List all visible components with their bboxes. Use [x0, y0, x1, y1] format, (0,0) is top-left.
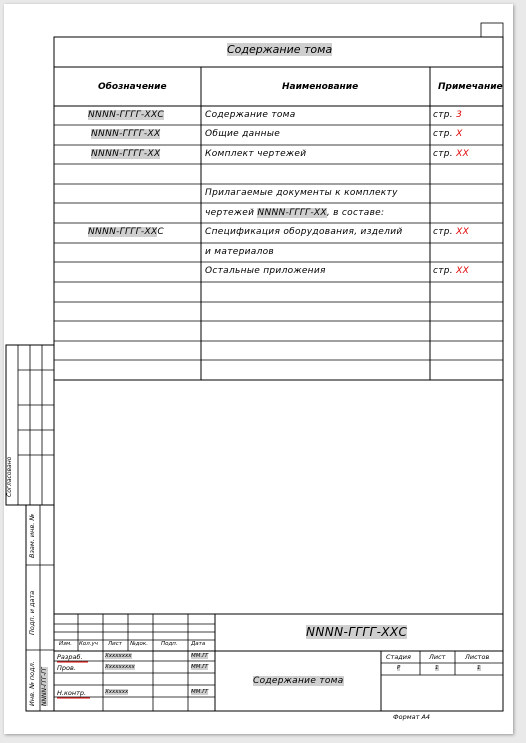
- col-header: №док.: [130, 641, 148, 647]
- row-name: чертежей NNNN-ГГГГ-ХХ, в составе:: [205, 208, 385, 218]
- row-designation: NNNN-ГГГГ-ХХ: [91, 129, 161, 139]
- side-replaced-inv-label: Взам. инв. №: [28, 513, 36, 558]
- side-inv-original-label: Инв. № подл.: [28, 661, 36, 706]
- row-page-prefix: стр.: [433, 266, 453, 276]
- side-sign-date-label: Подп. и дата: [28, 590, 36, 635]
- col-header: Кол.уч: [79, 641, 99, 647]
- stage-value: Р: [397, 665, 401, 671]
- person-role: Разраб.: [57, 653, 83, 661]
- row-name: Остальные приложения: [205, 266, 326, 276]
- row-page-prefix: стр.: [433, 227, 453, 237]
- row-page-prefix: стр.: [433, 129, 453, 139]
- col-header: Изм.: [59, 641, 72, 647]
- row-page-num: ХХ: [456, 266, 470, 276]
- title-block-code: NNNN-ГГГГ-ХХС: [306, 625, 408, 639]
- header-name: Наименование: [282, 82, 359, 92]
- col-header: Подп.: [161, 641, 178, 647]
- format-label: Формат А4: [393, 713, 431, 721]
- row-name: Общие данные: [205, 129, 281, 139]
- row-page-num: Х: [456, 129, 463, 139]
- sheets-value: 1: [477, 665, 481, 671]
- side-agreed-label: Согласовано: [6, 456, 13, 497]
- person-role: Пров.: [57, 664, 76, 672]
- row-page-num: 3: [456, 110, 463, 120]
- row-page-num: ХХ: [456, 149, 470, 159]
- row-designation: NNNN-ГГГГ-ХХС: [88, 110, 164, 120]
- row-designation: NNNN-ГГГГ-ХХ: [91, 149, 161, 159]
- header-note: Примечание: [438, 82, 503, 92]
- row-page-prefix: стр.: [433, 110, 453, 120]
- row-name: Комплект чертежей: [205, 149, 307, 159]
- col-header: Лист: [108, 641, 122, 647]
- header-designation: Обозначение: [98, 82, 167, 92]
- person-name: Ххххххх: [105, 689, 129, 695]
- person-date: ММ.ГГ: [191, 664, 209, 670]
- sheet-value: 1: [435, 665, 439, 671]
- row-name: и материалов: [205, 247, 275, 257]
- person-date: ММ.ГГ: [191, 653, 209, 659]
- page-title: Содержание тома: [227, 43, 333, 56]
- row-designation: NNNN-ГГГГ-ХХС: [88, 227, 165, 237]
- person-role: Н.контр.: [57, 689, 87, 697]
- person-name: Хххххххх: [105, 653, 132, 659]
- stage-label: Стадия: [386, 653, 411, 661]
- row-name: Спецификация оборудования, изделий: [205, 227, 403, 237]
- sheet-label: Лист: [429, 653, 446, 661]
- row-page-num: ХХ: [456, 227, 470, 237]
- col-header: Дата: [191, 641, 206, 647]
- row-name-code: NNNN-ГГГГ-ХХ: [257, 208, 327, 218]
- row-name: Прилагаемые документы к комплекту: [205, 188, 398, 198]
- title-block-doc-name: Содержание тома: [253, 676, 344, 686]
- row-name: Содержание тома: [205, 110, 296, 120]
- sheets-label: Листов: [465, 653, 490, 661]
- person-name: Ххххххххх: [105, 664, 135, 670]
- person-date: ММ.ГГ: [191, 689, 209, 695]
- side-inv-number: NNNN-ГГГ-ГГ: [41, 667, 48, 706]
- row-page-prefix: стр.: [433, 149, 453, 159]
